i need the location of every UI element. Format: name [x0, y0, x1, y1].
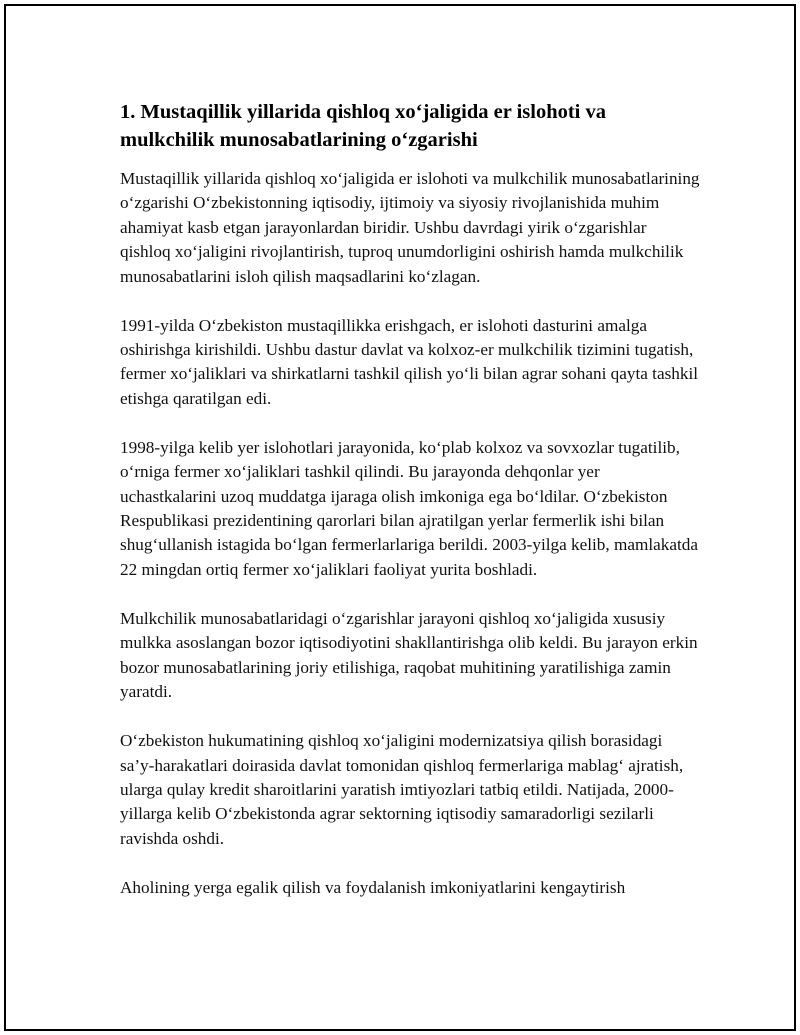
document-body: [120, 98, 700, 925]
paragraph-5: O‘zbekiston hukumatining qishloq xo‘jaligini modernizatsiya qilish borasidagi sa’y-harakatlari doirasida davlat tomonidan qishloq fermerlariga mablag‘ ajratish, ularga qulay kredit sharoitlarini yaratish imtiyozlari tatbiq etildi. Natijada, 2000-yillarga kelib O‘zbekistonda agrar sektorning iqtisodiy samaradorligi sezilarli ravishda oshdi.: [120, 731, 684, 848]
paragraph-3: 1998-yilga kelib yer islohotlari jarayonida, ko‘plab kolxoz va sovxozlar tugatilib, o‘rniga fermer xo‘jaliklari tashkil qilindi. Bu jarayonda dehqonlar yer uchastkalarini uzoq muddatga ijaraga olish imkoniga ega bo‘ldilar. O‘zbekiston Respublikasi prezidentining qarorlari bilan ajratilgan yerlar fermerlik ishi bilan shug‘ullanish istagida bo‘lgan fermerlarlariga berildi. 2003-yilga kelib, mamlakatda 22 mingdan ortiq fermer xo‘jaliklari faoliyat yurita boshladi.: [120, 437, 698, 579]
paragraph-1: Mustaqillik yillarida qishloq xo‘jaligida er islohoti va mulkchilik munosabatlarining o‘zgarishi O‘zbekistonning iqtisodiy, ijtimoiy va siyosiy rivojlanishida muhim ahamiyat kasb etgan jarayonlardan biridir. Ushbu davrdagi yirik o‘zgarishlar qishloq xo‘jaligini rivojlantirish, tuproq unumdorligini oshirish hamda mulkchilik munosabatlarini isloh qilish maqsadlarini ko‘zlagan.: [120, 169, 700, 286]
section-heading: 1. Mustaqillik yillarida qishloq xo‘jaligida er islohoti va mulkchilik munosabatlarining o‘zgarishi: [120, 101, 607, 151]
paragraph-2: 1991-yilda O‘zbekiston mustaqillikka erishgach, er islohoti dasturini amalga oshirishga kirishildi. Ushbu dastur davlat va kolxoz-er mulkchilik tizimini tugatish, fermer xo‘jaliklari va shirkatlarni tashkil qilish yo‘li bilan agrar sohani qayta tashkil etishga qaratilgan edi.: [120, 315, 699, 408]
page-frame: [4, 4, 796, 1031]
paragraph-4: Mulkchilik munosabatlaridagi o‘zgarishlar jarayoni qishloq xo‘jaligida xususiy mulkka asoslangan bozor iqtisodiyotini shakllantirishga olib keldi. Bu jarayon erkin bozor munosabatlarining joriy etilishiga, raqobat muhitining yaratilishiga zamin yaratdi.: [120, 608, 698, 702]
paragraph-6: Aholining yerga egalik qilish va foydalanish imkoniyatlarini kengaytirish: [120, 877, 626, 897]
